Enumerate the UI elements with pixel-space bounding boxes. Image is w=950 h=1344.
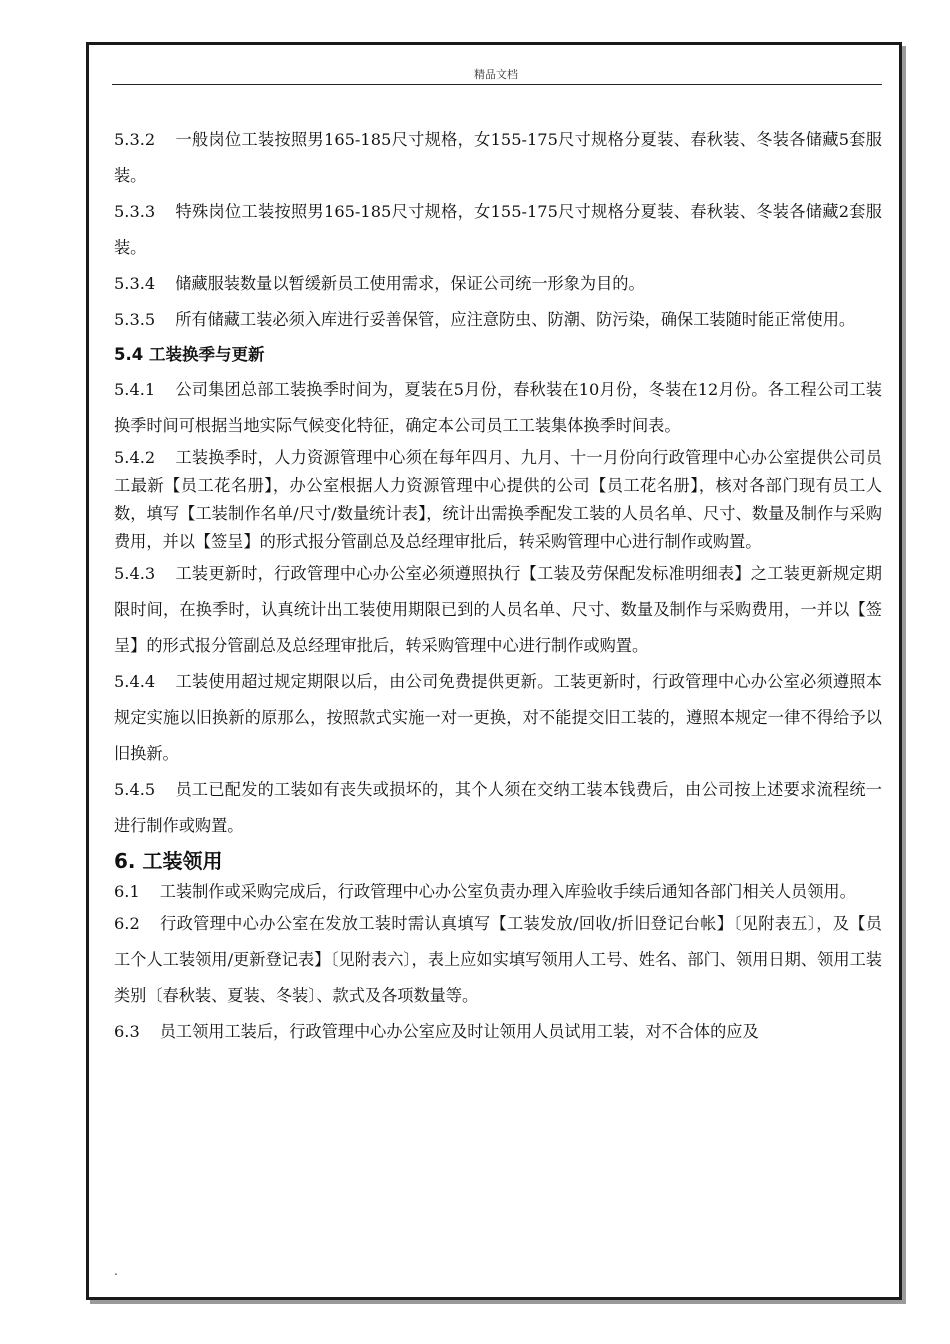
- clause-text: 特殊岗位工装按照男165-185尺寸规格，女155-175尺寸规格分夏装、春秋装、冬装各储藏2套服装。: [114, 202, 882, 257]
- page-header: 精品文档: [474, 68, 518, 81]
- clause-number: 6.2: [114, 914, 140, 933]
- section-title-5-4: 5.4 工装换季与更新: [114, 345, 265, 364]
- clause-text: 员工领用工装后，行政管理中心办公室应及时让领用人员试用工装，对不合体的应及: [159, 1022, 759, 1041]
- clause-number: 6.1: [114, 882, 140, 901]
- clause-text: 公司集团总部工装换季时间为，夏装在5月份，春秋装在10月份，冬装在12月份。各工程公司工装换季时间可根据当地实际气候变化特征，确定本公司员工工装集体换季时间表。: [114, 380, 882, 435]
- footer-mark: .: [114, 1264, 118, 1278]
- clause-number: 5.4.2: [114, 448, 156, 467]
- clause-text: 工装制作或采购完成后，行政管理中心办公室负责办理入库验收手续后通知各部门相关人员领用。: [159, 882, 856, 901]
- clause-number: 5.4.3: [114, 564, 156, 583]
- clause-5-4-5: [114, 772, 882, 844]
- clause-6-1: [114, 878, 882, 906]
- document-body: [114, 122, 882, 1050]
- clause-number: 5.4.4: [114, 672, 156, 691]
- clause-number: 5.3.2: [114, 130, 156, 149]
- clause-number: 5.3.5: [114, 310, 156, 329]
- clause-number: 6.3: [114, 1022, 140, 1041]
- heading-6: 6. 工装领用: [114, 849, 223, 873]
- clause-5-3-4: [114, 266, 882, 302]
- clause-5-3-2: [114, 122, 882, 194]
- clause-5-4-1: [114, 372, 882, 444]
- clause-text: 员工已配发的工装如有丧失或损坏的，其个人须在交纳工装本钱费后，由公司按上述要求流程统一进行制作或购置。: [114, 780, 882, 835]
- header-divider: [112, 84, 882, 85]
- clause-text: 工装使用超过规定期限以后，由公司免费提供更新。工装更新时，行政管理中心办公室必须遵照本规定实施以旧换新的原那么，按照款式实施一对一更换，对不能提交旧工装的，遵照本规定一律不得给予以旧换新。: [114, 672, 882, 763]
- clause-5-3-5: [114, 302, 882, 338]
- clause-number: 5.4.1: [114, 380, 156, 399]
- clause-number: 5.4.5: [114, 780, 156, 799]
- clause-6-2: [114, 906, 882, 1014]
- clause-text: 储藏服装数量以暂缓新员工使用需求，保证公司统一形象为目的。: [175, 274, 645, 293]
- clause-6-3: [114, 1014, 882, 1050]
- clause-number: 5.3.3: [114, 202, 156, 221]
- clause-5-4-2: [114, 444, 882, 556]
- clause-5-4-4: [114, 664, 882, 772]
- clause-text: 一般岗位工装按照男165-185尺寸规格，女155-175尺寸规格分夏装、春秋装、冬装各储藏5套服装。: [114, 130, 882, 185]
- clause-number: 5.3.4: [114, 274, 156, 293]
- clause-text: 工装更新时，行政管理中心办公室必须遵照执行【工装及劳保配发标准明细表】之工装更新规定期限时间，在换季时，认真统计出工装使用期限已到的人员名单、尺寸、数量及制作与采购费用，一并以【签呈】的形式报分管副总及总经理审批后，转采购管理中心进行制作或购置。: [114, 564, 882, 655]
- clause-text: 所有储藏工装必须入库进行妥善保管，应注意防虫、防潮、防污染，确保工装随时能正常使用。: [175, 310, 856, 329]
- clause-5-4-3: [114, 556, 882, 664]
- clause-5-3-3: [114, 194, 882, 266]
- clause-text: 行政管理中心办公室在发放工装时需认真填写【工装发放/回收/折旧登记台帐】〔见附表五〕，及【员工个人工装领用/更新登记表】〔见附表六〕，表上应如实填写领用人工号、姓名、部门、领用日期、领用工装类别〔春秋装、夏装、冬装〕、款式及各项数量等。: [114, 914, 882, 1005]
- clause-text: 工装换季时，人力资源管理中心须在每年四月、九月、十一月份向行政管理中心办公室提供公司员工最新【员工花名册】，办公室根据人力资源管理中心提供的公司【员工花名册】，核对各部门现有员工人数，填写【工装制作名单/尺寸/数量统计表】，统计出需换季配发工装的人员名单、尺寸、数量及制作与采购费用，并以【签呈】的形式报分管副总及总经理审批后，转采购管理中心进行制作或购置。: [114, 448, 882, 551]
